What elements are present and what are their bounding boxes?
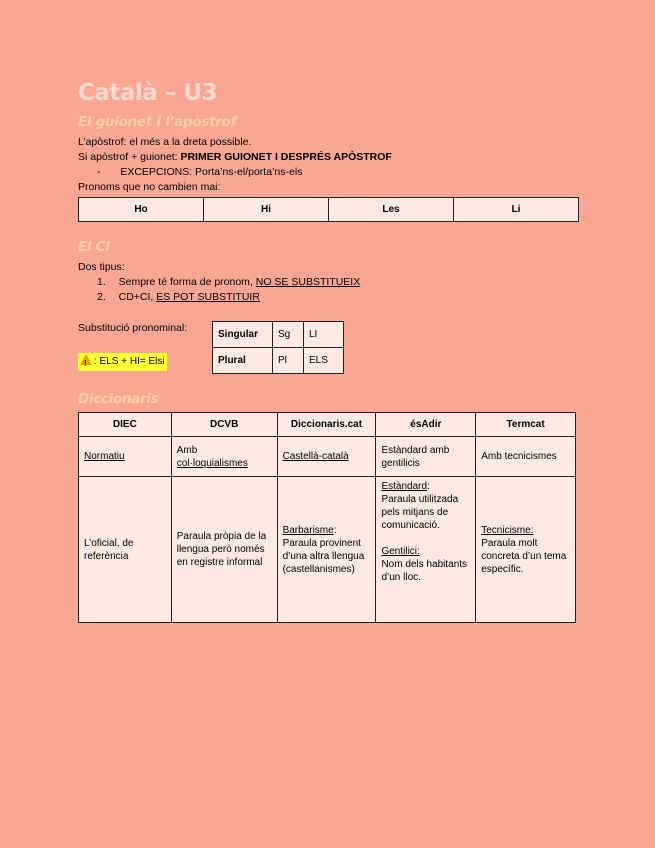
ci-item-underlined: NO SE SUBSTITUEIX [255,276,361,288]
ci-item-number: 1. [97,276,106,288]
highlight-note [78,353,167,371]
pronom-cell: Les [329,198,454,222]
subst-cell: LI [304,322,344,348]
pronom-cell: Ho [79,198,204,222]
cell-esadir-2: Estàndard: Paraula utilitzada pels mitjans de comunicació. Gentilici: Nom dels habitants d’un lloc. [376,477,476,623]
page-title: Català – U3 [78,80,218,106]
cell-diec-2: L’oficial, de referència [79,477,172,623]
ci-item-1 [97,275,360,289]
cell-text: Nom dels habitants d’un lloc. [381,559,468,583]
cell-text: Paraula provinent d’una altra llengua (castellanismes) [282,537,365,575]
cell-underlined: Gentilici: [381,546,420,557]
substitucio-table [212,321,344,374]
substitucio-label: Substitució pronominal: [78,322,188,334]
cell-dcat-1 [277,437,376,477]
cell-underlined: Estàndard [381,481,428,492]
exceptions-text: EXCEPCIONS: Porta’ns-el/porta’ns-els [120,166,303,178]
diccionaris-table [78,412,576,623]
ci-item-2 [97,290,260,304]
cell-diec-1 [79,437,172,477]
cell-esadir-1: Estàndard amb gentilicis [376,437,476,477]
column-header: DIEC [79,413,172,437]
cell-underlined: col·loquialismes [176,457,248,469]
exceptions-bullet: - [97,166,101,178]
apostrof-guionet-bold: PRIMER GUIONET I DESPRÉS APÒSTROF [180,151,392,163]
exceptions-line [97,165,302,179]
heading-ci: El CI [78,239,110,255]
subst-cell: ELS [304,348,344,374]
table-row [79,477,576,623]
column-header: Diccionaris.cat [277,413,376,437]
pronoms-label: Pronoms que no cambien mai: [78,181,221,193]
apostrof-guionet-prefix: Si apòstrof + guionet: [78,151,181,163]
warning-icon [80,354,92,365]
ci-intro: Dos tipus: [78,261,125,273]
cell-underlined: Tecnicisme: [481,524,534,536]
heading-apostrof: El guionet i l’apòstrof [78,114,237,130]
pronom-cell: Hi [204,198,329,222]
subst-cell: Singular [213,322,273,348]
cell-dcat-2: Barbarisme: Paraula provinent d’una altra llengua (castellanismes) [277,477,376,623]
cell-underlined: Normatiu [84,451,125,462]
pronom-cell: Li [454,198,579,222]
column-header: Termcat [476,413,576,437]
subst-cell: Pl [273,348,304,374]
apostrof-rule-line: L’apòstrof: el més a la dreta possible. [78,136,252,148]
subst-cell: Sg [273,322,304,348]
column-header: ésAdir [376,413,476,437]
heading-diccionaris: Diccionaris [78,391,159,407]
table-header-row [79,413,576,437]
ci-item-text: CD+CI, [118,291,157,303]
ci-item-underlined: ES POT SUBSTITUIR [156,291,260,303]
cell-dcvb-2: Paraula pròpia de la llengua però només en registre informal [171,477,277,623]
table-row [79,437,576,477]
cell-underlined: Castellà-català [282,451,349,462]
ci-item-number: 2. [97,291,106,303]
table-row [213,348,344,374]
cell-dcvb-1 [171,437,277,477]
cell-text: Paraula utilitzada pels mitjans de comunicació. [381,494,459,531]
cell-underlined: Barbarisme [282,524,334,536]
subst-cell: Plural [213,348,273,374]
cell-text: Paraula molt concreta d’un tema específic. [481,537,567,575]
cell-text: Amb [176,444,198,456]
column-header: DCVB [171,413,277,437]
apostrof-guionet-line [78,150,392,164]
highlight-text: : ELS + HI= Elsi [94,356,165,367]
cell-termcat-1: Amb tecnicismes [476,437,576,477]
cell-termcat-2 [476,477,576,623]
table-row [79,198,579,222]
table-row [213,322,344,348]
ci-item-text: Sempre té forma de pronom, [118,276,256,288]
pronoms-table [78,197,579,222]
